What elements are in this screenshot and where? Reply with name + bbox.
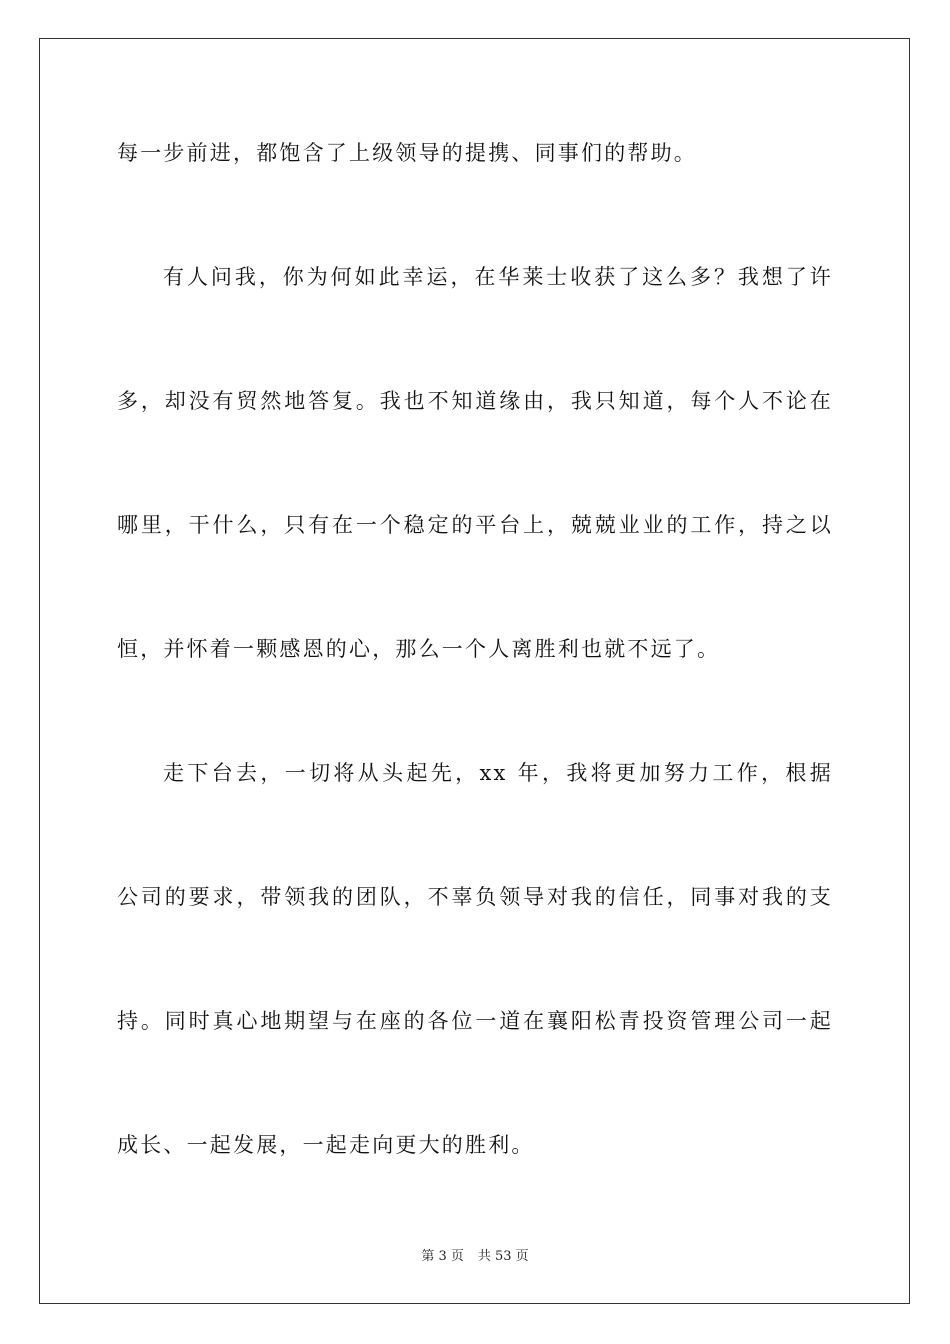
text-line-3: 多，却没有贸然地答复。我也不知道缘由，我只知道，每个人不论在 xyxy=(117,389,833,413)
page-border xyxy=(39,38,910,1304)
text-line-9: 成长、一起发展，一起走向更大的胜利。 xyxy=(117,1133,535,1157)
text-line-4: 哪里，干什么，只有在一个稳定的平台上，兢兢业业的工作，持之以 xyxy=(117,513,833,537)
page-total: 共 53 页 xyxy=(477,1249,529,1264)
text-line-6: 走下台去，一切将从头起先，xx 年，我将更加努力工作，根据 xyxy=(163,761,833,785)
text-line-7: 公司的要求，带领我的团队，不辜负领导对我的信任，同事对我的支 xyxy=(117,885,833,909)
text-line-1: 每一步前进，都饱含了上级领导的提携、同事们的帮助。 xyxy=(117,141,697,165)
text-line-5: 恒，并怀着一颗感恩的心，那么一个人离胜利也就不远了。 xyxy=(117,637,721,661)
text-line-2: 有人问我，你为何如此幸运，在华莱士收获了这么多？我想了许 xyxy=(163,265,833,289)
page-number: 第 3 页 xyxy=(421,1249,464,1264)
text-line-8: 持。同时真心地期望与在座的各位一道在襄阳松青投资管理公司一起 xyxy=(117,1009,833,1033)
page-footer xyxy=(0,1248,950,1266)
